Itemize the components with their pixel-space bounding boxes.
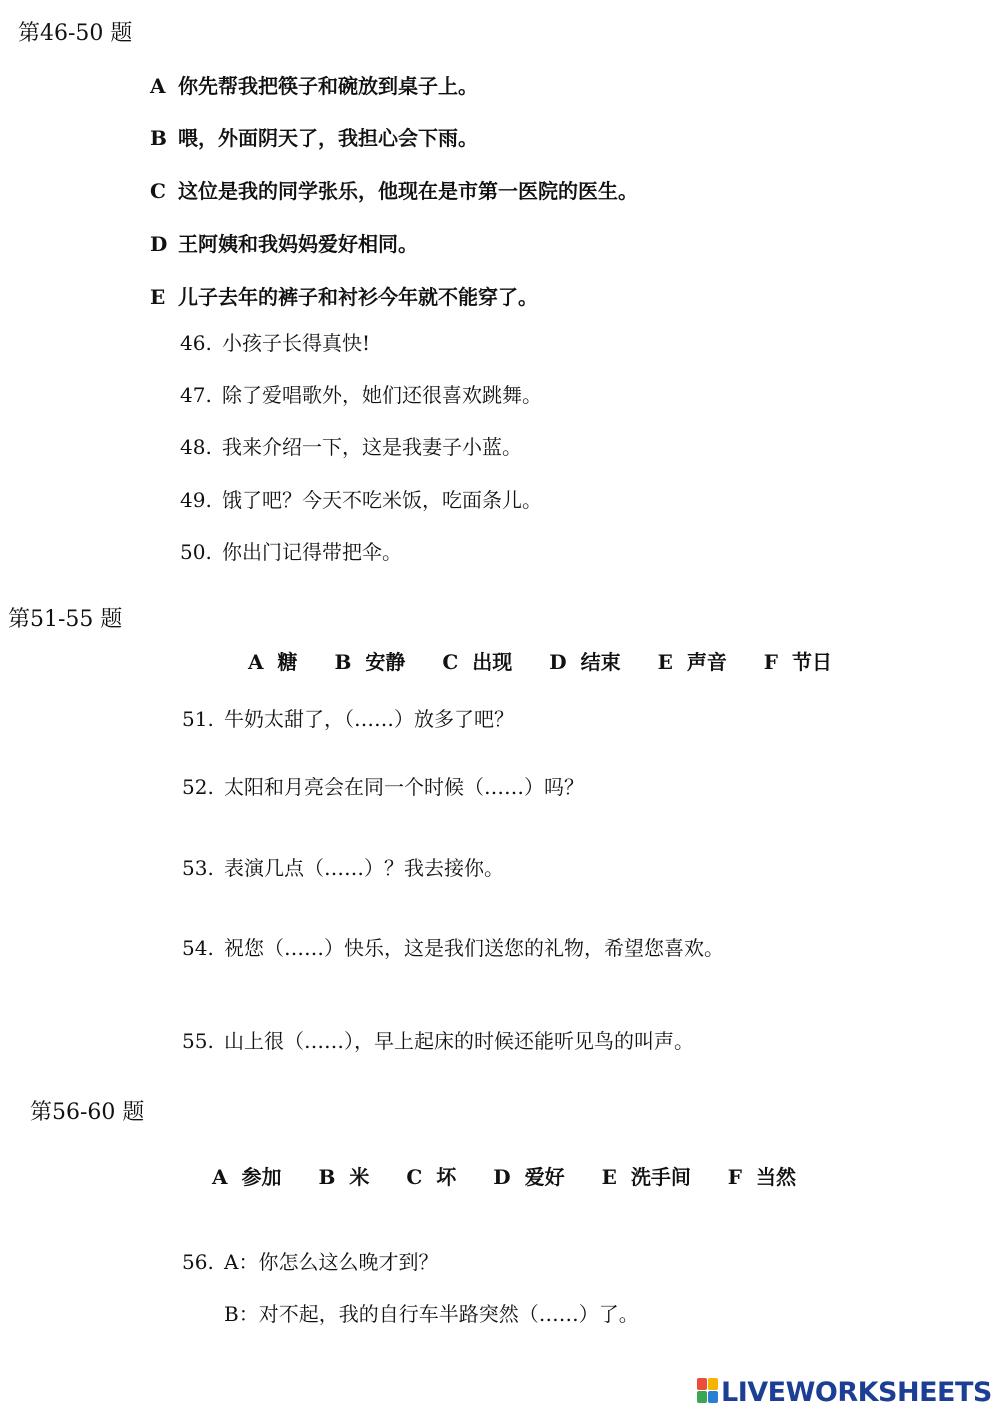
word-bank-56-60 [212,1161,796,1190]
question-number: 52. [182,775,214,799]
question-55 [182,1025,694,1054]
word-bank-item: C 出现 [442,650,513,674]
question-56-line-a [182,1246,438,1275]
question-number: 54. [182,936,214,960]
question-text: 山上很（……），早上起床的时候还能听见鸟的叫声。 [224,1029,694,1053]
option-letter: E [150,285,166,309]
question-number: 53. [182,856,214,880]
question-48 [180,431,522,460]
question-number: 49. [180,488,212,512]
question-number: 47. [180,383,212,407]
question-text: 祝您（……）快乐，这是我们送您的礼物，希望您喜欢。 [224,936,724,960]
option-e [150,281,538,310]
logo-text: LIVEWORKSHEETS [721,1377,992,1408]
option-text: 儿子去年的裤子和衬衫今年就不能穿了。 [178,285,538,309]
question-text: 我来介绍一下，这是我妻子小蓝。 [222,435,522,459]
question-53 [182,852,504,881]
liveworksheets-logo [697,1377,992,1408]
word-bank-item: D 结束 [549,650,621,674]
question-number: 50. [180,540,212,564]
section-title-56-60: 第56-60 题 [30,1100,145,1125]
option-text: 这位是我的同学张乐，他现在是市第一医院的医生。 [178,179,638,203]
section-title-51-55: 第51-55 题 [8,607,123,632]
question-text: 你出门记得带把伞。 [222,540,402,564]
question-number: 48. [180,435,212,459]
word-bank-item: F 当然 [727,1165,796,1189]
option-letter: B [150,126,167,150]
question-50 [180,536,402,565]
question-54 [182,932,724,961]
option-text: 王阿姨和我妈妈爱好相同。 [178,232,418,256]
word-bank-item: C 坏 [406,1165,457,1189]
word-bank-item: A 糖 [248,650,298,674]
question-51 [182,703,514,732]
word-bank-item: B 米 [318,1165,370,1189]
word-bank-item: A 参加 [212,1165,282,1189]
question-text: 表演几点（……）？我去接你。 [224,856,504,880]
option-b [150,122,478,151]
question-46 [180,327,370,356]
option-a [150,70,478,99]
question-number: 55. [182,1029,214,1053]
section-title-46-50: 第46-50 题 [18,21,133,46]
word-bank-item: E 声音 [657,650,727,674]
question-number: 51. [182,707,214,731]
word-bank-item: E 洗手间 [601,1165,691,1189]
word-bank-item: B 安静 [334,650,406,674]
word-bank-item: D 爱好 [493,1165,565,1189]
question-52 [182,771,584,800]
question-number: 46. [180,331,212,355]
question-text: 牛奶太甜了，（……）放多了吧？ [224,707,514,731]
option-text: 你先帮我把筷子和碗放到桌子上。 [178,74,478,98]
option-c [150,175,638,204]
word-bank-item: F 节日 [763,650,832,674]
question-47 [180,379,542,408]
question-56-line-b: B：对不起，我的自行车半路突然（……）了。 [224,1302,639,1326]
question-text: 除了爱唱歌外，她们还很喜欢跳舞。 [222,383,542,407]
logo-mark-icon [697,1378,719,1408]
option-text: 喂，外面阴天了，我担心会下雨。 [178,126,478,150]
option-d [150,228,418,257]
question-text: 小孩子长得真快! [222,331,371,355]
question-text: A：你怎么这么晚才到？ [224,1250,439,1274]
option-letter: D [150,232,168,256]
question-text: 饿了吧？今天不吃米饭，吃面条儿。 [222,488,542,512]
word-bank-51-55 [248,646,832,675]
question-number: 56. [182,1250,214,1274]
question-49 [180,484,542,513]
option-letter: C [150,179,166,203]
question-text: 太阳和月亮会在同一个时候（……）吗？ [224,775,584,799]
option-letter: A [150,74,166,98]
